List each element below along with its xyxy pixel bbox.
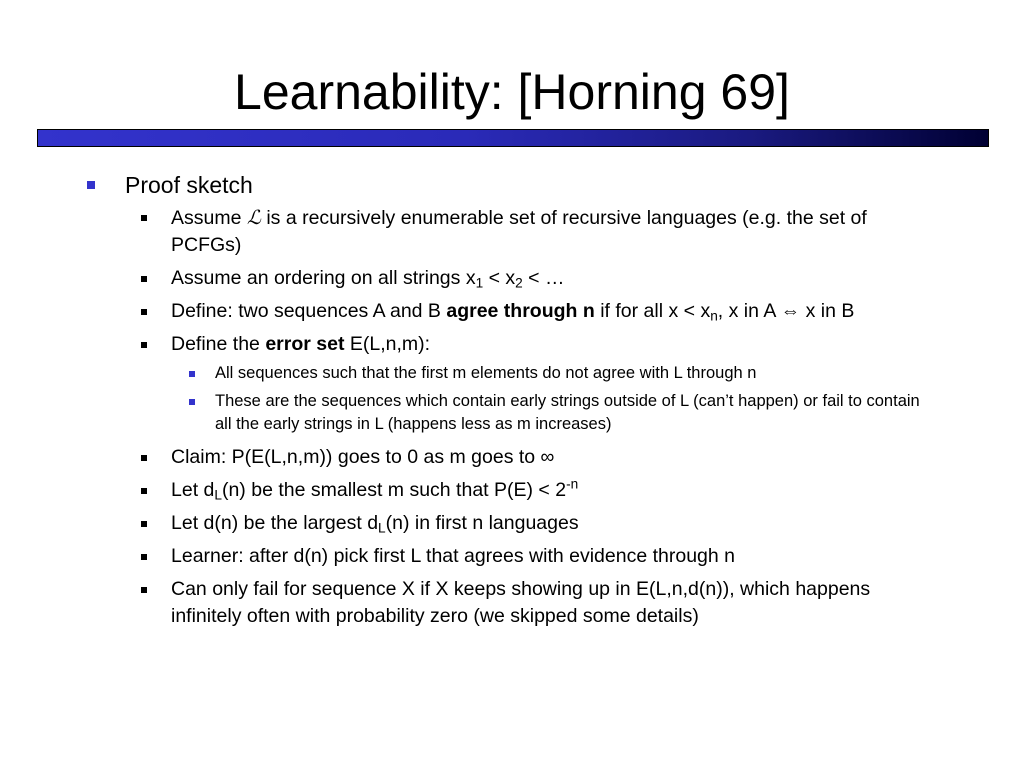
square-bullet-icon	[141, 554, 147, 560]
bullet-text-post: < …	[522, 267, 565, 289]
bullet-text: Proof sketch	[125, 172, 253, 198]
bold-term: error set	[265, 333, 345, 355]
bullet-text-pre: Let d	[171, 479, 215, 501]
subbullet-text: All sequences such that the first m elements do not agree with L through n	[215, 364, 757, 382]
bullet-text-post: is a recursively enumerable set of recursive languages (e.g. the set of PCFGs)	[171, 207, 867, 256]
bullet-text-mid: < x	[483, 267, 516, 289]
bullet-learner	[0, 543, 936, 570]
square-bullet-icon	[141, 587, 147, 593]
square-bullet-icon	[141, 342, 147, 348]
bullet-text-pre: Define the	[171, 333, 266, 355]
subscript: L	[378, 520, 386, 536]
square-bullet-icon	[141, 488, 147, 494]
square-bullet-icon	[87, 181, 95, 189]
square-bullet-icon	[141, 455, 147, 461]
square-bullet-icon	[141, 215, 147, 221]
subscript: L	[214, 487, 222, 503]
script-l-symbol: ℒ	[246, 206, 261, 229]
bullet-define-agree	[0, 298, 936, 325]
bullet-text-post: E(L,n,m):	[344, 333, 431, 355]
bullet-text-post: , x in A ⇔ x in B	[717, 300, 855, 322]
bullet-let-d	[0, 510, 936, 537]
bullet-let-dl	[0, 477, 936, 504]
bullet-text: Learner: after d(n) pick first L that agrees with evidence through n	[171, 545, 735, 567]
bullet-text-pre: Define: two sequences A and B	[171, 300, 447, 322]
bullet-text-mid: (n) be the smallest m such that P(E) < 2	[221, 479, 567, 501]
bullet-can-only-fail	[0, 576, 936, 630]
bold-term: agree through n	[446, 300, 595, 322]
bullet-define-error-set	[0, 331, 936, 358]
square-bullet-icon	[141, 276, 147, 282]
subbullet-item	[0, 362, 930, 385]
bullet-text-post: (n) in first n languages	[385, 512, 579, 534]
slide-body	[0, 170, 1024, 636]
subbullet-item	[0, 390, 930, 436]
slide-title: Learnability: [Horning 69]	[234, 64, 790, 120]
bullet-text-pre: Assume	[171, 207, 247, 229]
square-bullet-icon	[189, 399, 195, 405]
square-bullet-icon	[189, 371, 195, 377]
bullet-text: Can only fail for sequence X if X keeps showing up in E(L,n,d(n)), which happens infinitely often with probability zero (we skipped some details)	[171, 578, 871, 627]
bullet-assume-enumerable	[0, 204, 936, 259]
subscript: 1	[475, 275, 484, 291]
square-bullet-icon	[141, 309, 147, 315]
title-underline-bar	[37, 129, 989, 147]
subscript: 2	[515, 275, 523, 291]
bullet-text: Claim: P(E(L,n,m)) goes to 0 as m goes to ∞	[171, 446, 555, 468]
subbullet-text: These are the sequences which contain early strings outside of L (can’t happen) or fail to contain all the early strings in L (happens less as m increases)	[215, 392, 920, 433]
superscript: -n	[566, 476, 579, 492]
error-set-subitems	[0, 362, 1024, 436]
bullet-proof-sketch	[0, 170, 1024, 200]
square-bullet-icon	[141, 521, 147, 527]
bullet-claim	[0, 444, 936, 471]
bullet-text-pre: Let d(n) be the largest d	[171, 512, 379, 534]
bullet-assume-ordering	[0, 265, 936, 292]
bullet-text-pre: Assume an ordering on all strings x	[171, 267, 476, 289]
subscript: n	[710, 308, 718, 324]
bullet-text-mid: if for all x < x	[594, 300, 711, 322]
